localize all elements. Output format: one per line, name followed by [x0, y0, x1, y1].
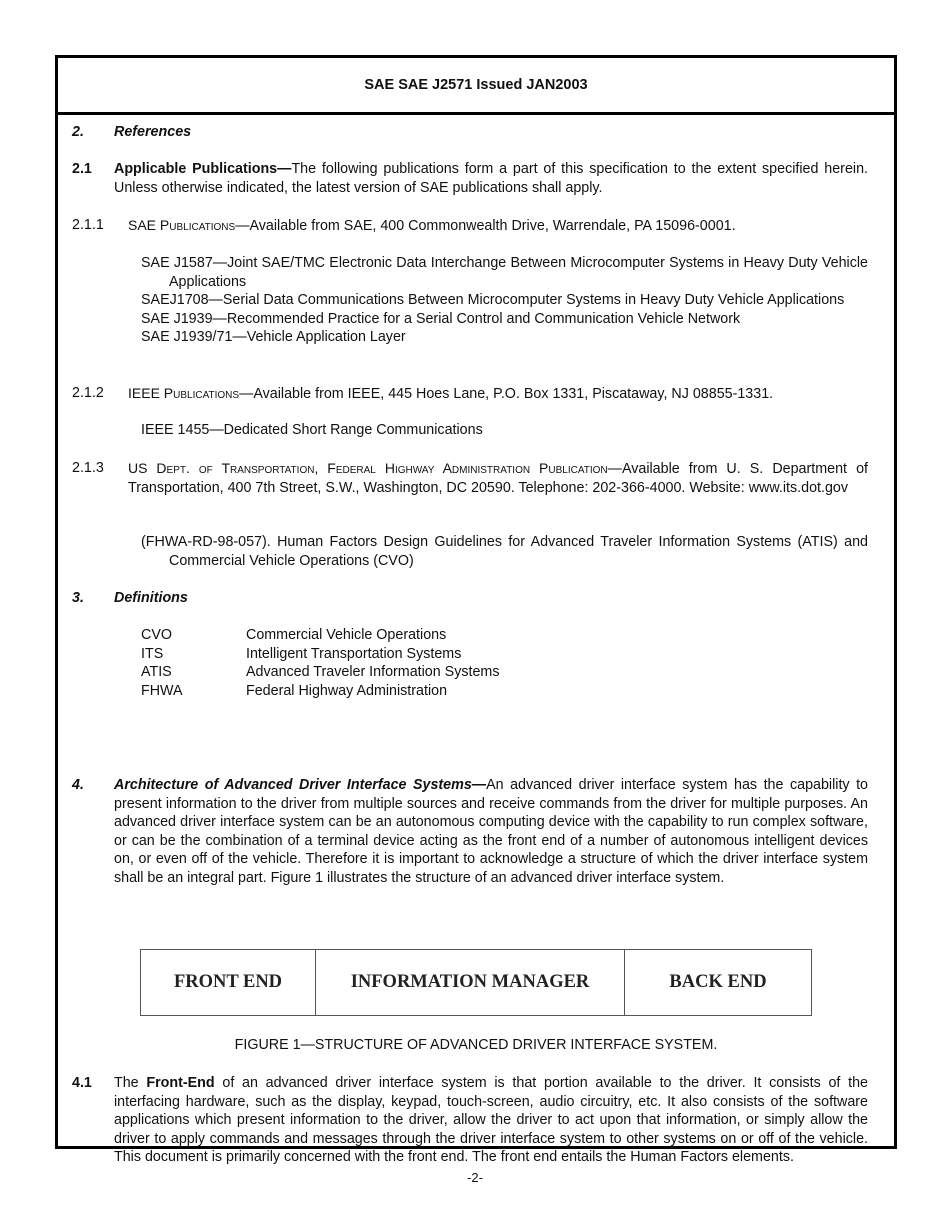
section-label: IEEE Publications	[128, 385, 240, 401]
definition-term: ITS	[141, 645, 164, 662]
back-end-box: BACK END	[669, 972, 767, 992]
definition-desc: Advanced Traveler Information Systems	[246, 664, 500, 681]
paragraph-text: of an advanced driver interface system is that portion available to the driver. It consists of the interfacing hardware, such as the display, keypad, touch-screen, audio circuitry, etc. It also consists of the software applications which present information to the driver, allow the driver to act upon that information, or simply allow the driver to apply commands and messages through the driver interface system to other systems on or off of the vehicle. This document is primarily concerned with the front end. The front end entails the Human Factors elements.	[114, 1075, 869, 1166]
definition-row	[141, 626, 868, 645]
list-item: SAE J1939/71—Vehicle Application Layer	[141, 329, 406, 346]
definition-desc: Federal Highway Administration	[246, 682, 448, 699]
definition-desc: Intelligent Transportation Systems	[246, 645, 462, 662]
paragraph-lead: The	[114, 1075, 147, 1091]
paragraph-text: An advanced driver interface system has the capability to present information to the driver from multiple sources and receive commands from the driver for multiple purposes. An advanced driver interface system can be an autonomous computing device with the capability to run complex software, or can be the combination of a terminal device acting as the front end of a number of autonomous intelligent devices on, or even off of the vehicle. Therefore it is important to acknowledge a structure of which the driver interface system shall be an integral part. Figure 1 illustrates the structure of an advanced driver interface system.	[114, 777, 868, 886]
section-paragraph	[128, 384, 868, 404]
front-end-box: FRONT END	[141, 950, 316, 1015]
section-paragraph	[114, 160, 868, 197]
definition-row	[141, 645, 868, 664]
page-header	[58, 58, 894, 115]
list-item: (FHWA-RD-98-057). Human Factors Design Guidelines for Advanced Traveler Information Systems (ATIS) and Commercial Vehicle Operations (CVO)	[141, 534, 868, 569]
section-number: 2.1.1	[72, 217, 104, 233]
section-number: 2.1.2	[72, 385, 104, 401]
sae-publications-list	[141, 254, 868, 347]
section-paragraph	[114, 1074, 868, 1167]
page-number: -2-	[467, 1170, 483, 1185]
definition-row	[141, 682, 868, 701]
section-label: SAE Publications	[128, 217, 236, 233]
section-paragraph	[114, 776, 868, 888]
section-paragraph	[128, 216, 868, 236]
paragraph-text: —Available from SAE, 400 Commonwealth Drive, Warrendale, PA 15096-0001.	[235, 218, 736, 234]
information-manager-box: INFORMATION MANAGER	[316, 950, 625, 1015]
page-frame	[55, 55, 897, 1166]
term-front-end: Front-End	[146, 1075, 215, 1091]
section-title: Definitions	[114, 590, 188, 606]
definition-term: ATIS	[141, 664, 172, 681]
definitions-list	[141, 626, 868, 700]
list-item: SAE J1587—Joint SAE/TMC Electronic Data Interchange Between Microcomputer Systems in Heavy Duty Vehicle Applications	[141, 255, 868, 290]
fhwa-publications-list	[141, 533, 868, 570]
section-title: Applicable Publications—	[114, 161, 292, 177]
header-title: SAE SAE J2571 Issued JAN2003	[364, 77, 588, 93]
ieee-publications-list	[141, 421, 868, 440]
section-paragraph	[128, 459, 868, 497]
figure-caption: FIGURE 1—STRUCTURE OF ADVANCED DRIVER INTERFACE SYSTEM.	[234, 1037, 718, 1053]
list-item: SAE J1939—Recommended Practice for a Serial Control and Communication Vehicle Network	[141, 310, 741, 327]
list-item: SAEJ1708—Serial Data Communications Between Microcomputer Systems in Heavy Duty Vehicle Applications	[141, 292, 845, 309]
definition-row	[141, 663, 868, 682]
section-title: References	[114, 124, 192, 140]
section-number: 3.	[72, 590, 84, 606]
section-number: 4.	[72, 777, 84, 793]
paragraph-text: The following publications form a part of this specification to the extent specified herein. Unless otherwise indicated, the latest version of SAE publications shall apply.	[114, 161, 868, 196]
paragraph-text: —Available from U. S. Department of Transportation, 400 7th Street, S.W., Washington, DC 20590. Telephone: 202-366-4000. Website: www.its.dot.gov	[128, 461, 868, 496]
figure-1-diagram	[140, 949, 812, 1016]
section-number: 2.1	[72, 161, 92, 177]
definition-term: FHWA	[141, 682, 183, 699]
section-label: US Dept. of Transportation, Federal Highway Administration Publication	[128, 460, 608, 476]
section-number: 2.1.3	[72, 460, 104, 476]
section-number: 4.1	[72, 1075, 92, 1091]
definition-desc: Commercial Vehicle Operations	[246, 627, 447, 643]
list-item: IEEE 1455—Dedicated Short Range Communications	[141, 422, 483, 438]
section-number: 2.	[72, 124, 84, 140]
section-title: Architecture of Advanced Driver Interface Systems—	[114, 777, 487, 793]
definition-term: CVO	[141, 627, 172, 643]
paragraph-text: —Available from IEEE, 445 Hoes Lane, P.O. Box 1331, Piscataway, NJ 08855-1331.	[239, 386, 774, 402]
